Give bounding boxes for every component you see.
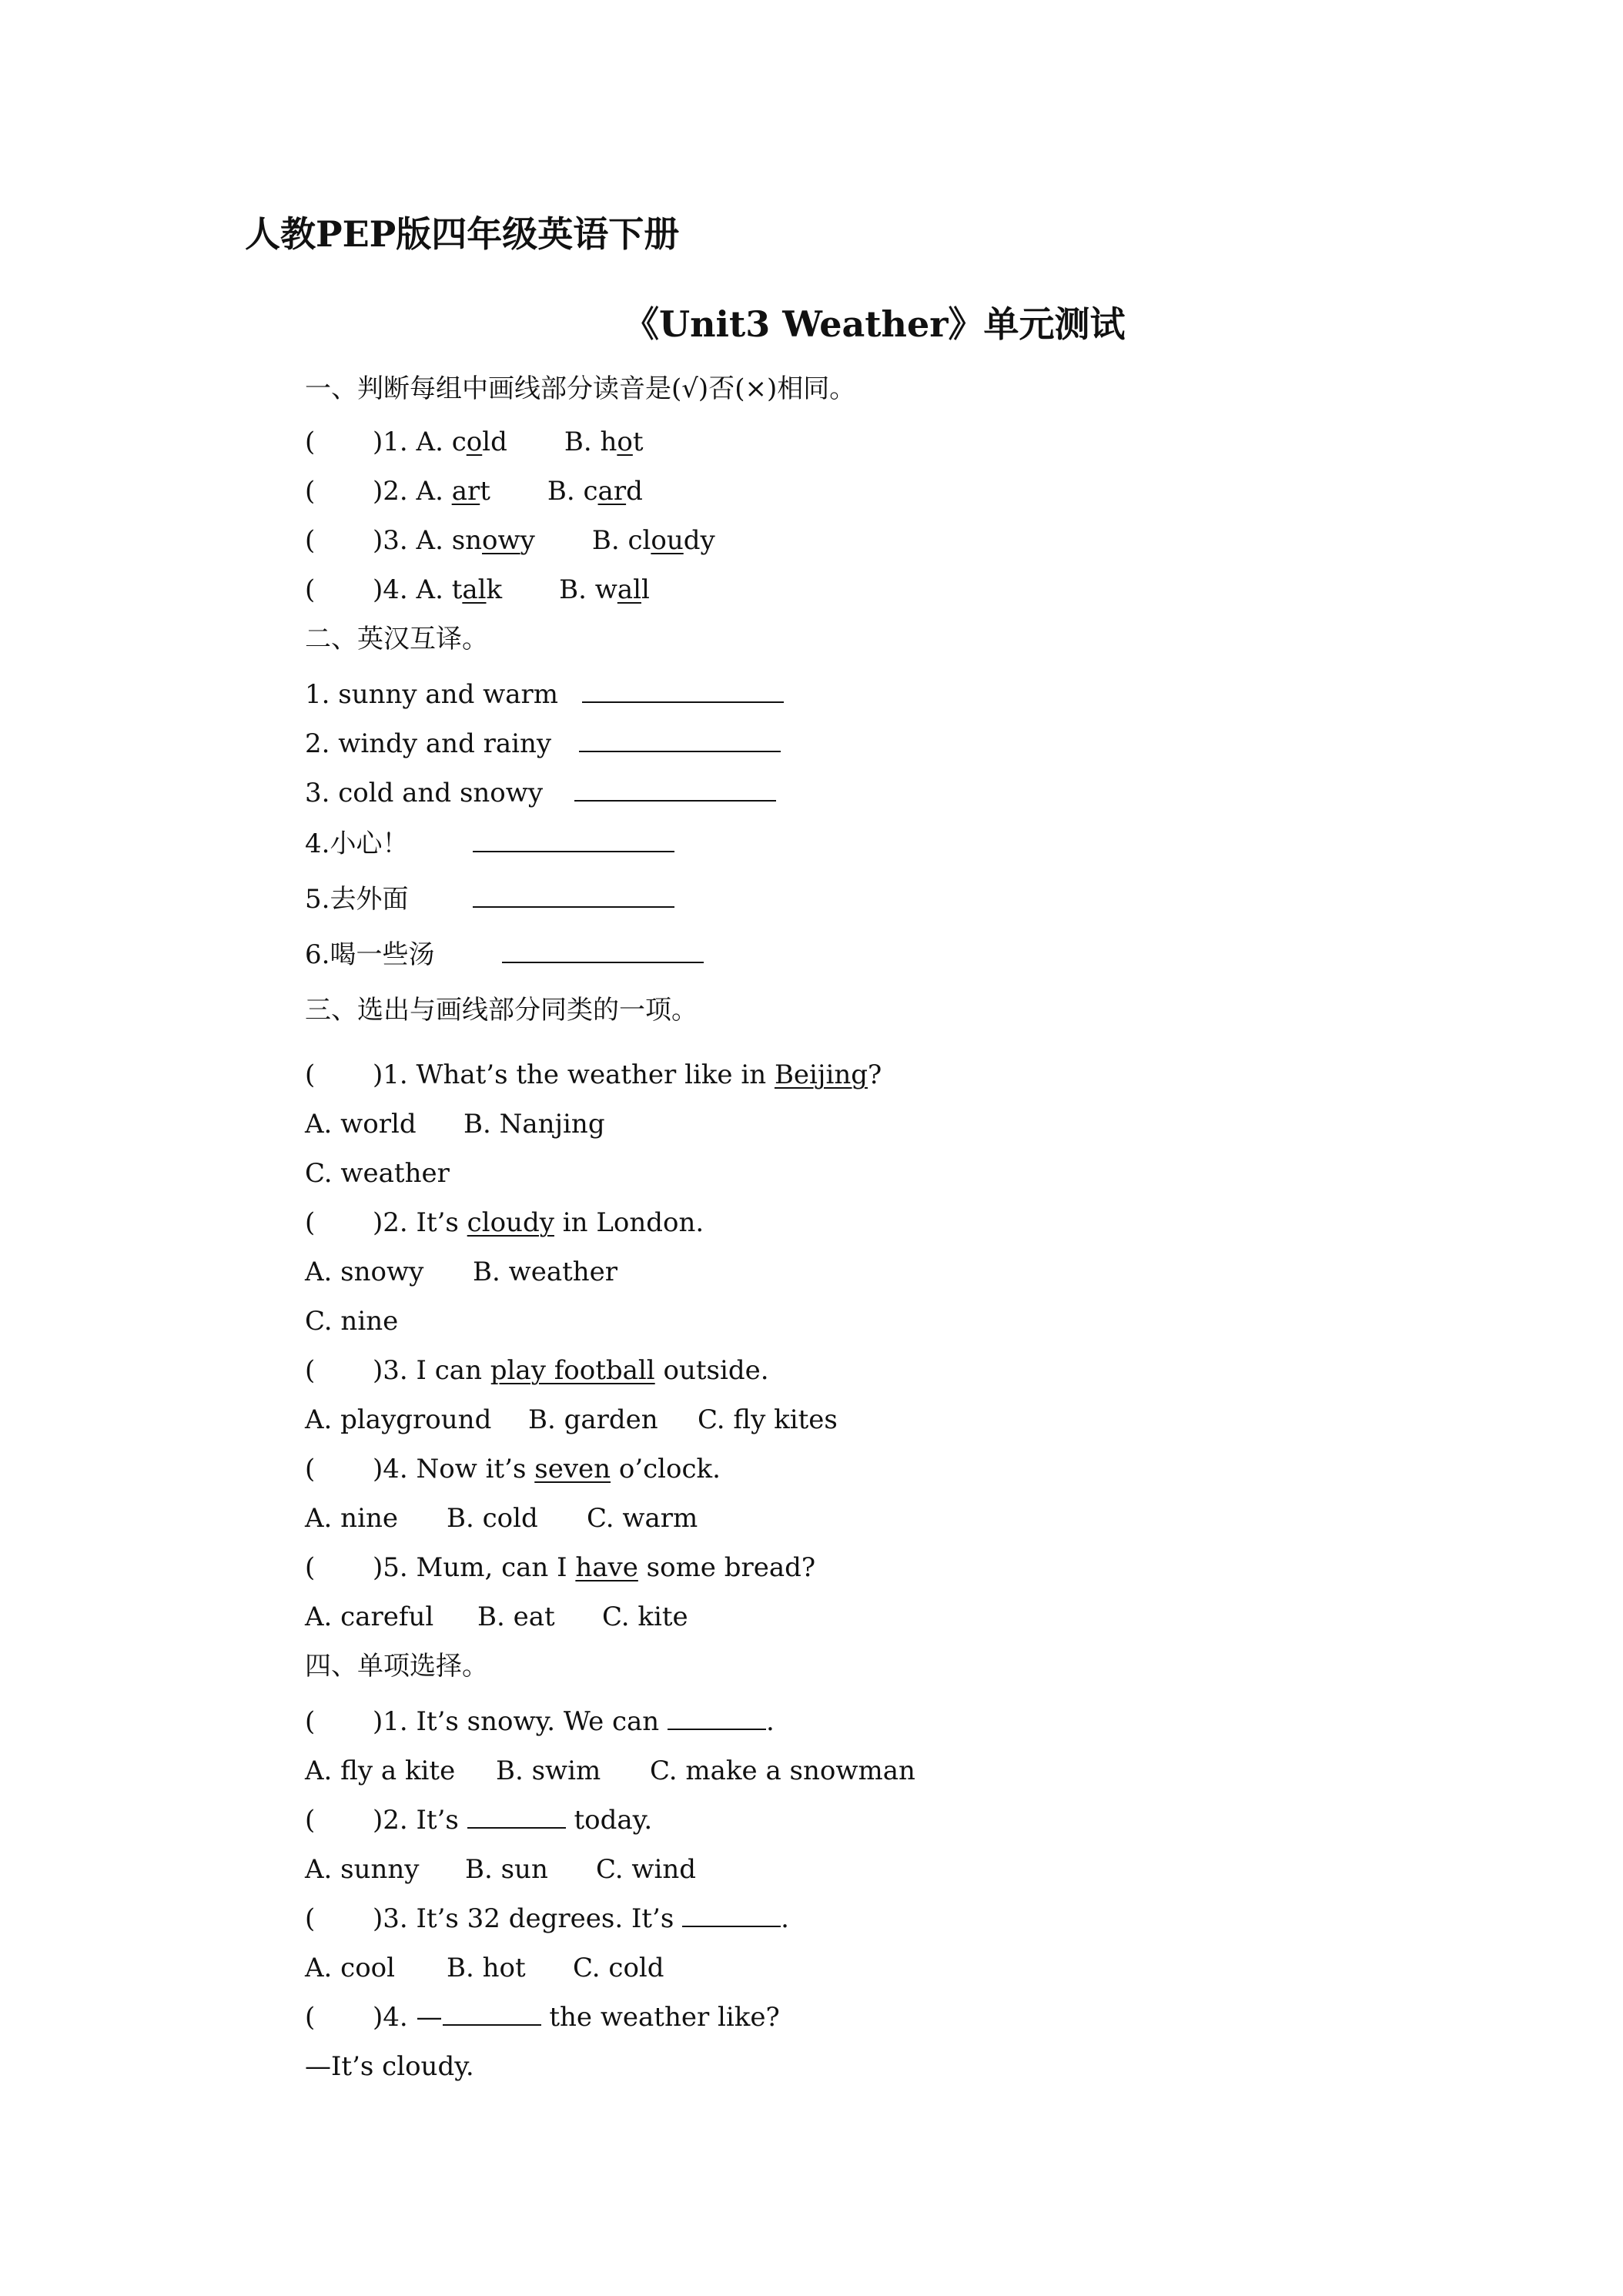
s3-q2-option-c: C. nine — [305, 1306, 399, 1337]
s3-question-2: ( )2. It’s cloudy in London. — [305, 1207, 704, 1238]
s3-q1-options: A. world B. Nanjing — [305, 1109, 605, 1140]
s4-q1-options: A. fly a kite B. swim C. make a snowman — [305, 1755, 915, 1786]
s3-q2-options: A. snowy B. weather — [305, 1257, 618, 1287]
document-title: 人教PEP版四年级英语下册 — [245, 213, 680, 255]
s4-q2-options: A. sunny B. sun C. wind — [305, 1854, 697, 1885]
s3-q1-option-c: C. weather — [305, 1158, 450, 1189]
s3-q3-options: A. playground B. garden C. fly kites — [305, 1404, 838, 1435]
answer-blank[interactable] — [668, 1707, 766, 1730]
s3-q4-options: A. nine B. cold C. warm — [305, 1503, 698, 1534]
s2-item-2: 2. windy and rainy — [305, 728, 781, 759]
s4-question-4: ( )4. — the weather like? — [305, 2002, 780, 2033]
s2-item-6: 6.喝一些汤 — [305, 939, 704, 970]
answer-blank[interactable] — [574, 778, 776, 802]
s4-question-3: ( )3. It’s 32 degrees. It’s . — [305, 1903, 789, 1934]
section4-heading: 四、单项选择。 — [305, 1651, 488, 1682]
s1-question-3: ( )3. A. snowy B. cloudy — [305, 525, 715, 556]
s2-item-5: 5.去外面 — [305, 884, 674, 915]
answer-blank[interactable] — [473, 829, 674, 852]
answer-blank[interactable] — [682, 1904, 781, 1927]
s1-question-4: ( )4. A. talk B. wall — [305, 574, 650, 605]
s4-q4-answer: —It’s cloudy. — [305, 2051, 474, 2082]
s4-question-2: ( )2. It’s today. — [305, 1805, 653, 1836]
section1-heading: 一、判断每组中画线部分读音是(√)否(×)相同。 — [305, 373, 856, 404]
s3-question-5: ( )5. Mum, can I have some bread? — [305, 1552, 816, 1583]
s3-question-4: ( )4. Now it’s seven o’clock. — [305, 1454, 721, 1484]
answer-blank[interactable] — [502, 940, 704, 963]
answer-blank[interactable] — [473, 885, 674, 908]
s2-item-4: 4.小心！ — [305, 828, 674, 859]
s2-item-1: 1. sunny and warm — [305, 679, 784, 710]
s4-question-1: ( )1. It’s snowy. We can . — [305, 1706, 775, 1737]
section3-heading: 三、选出与画线部分同类的一项。 — [305, 995, 698, 1026]
answer-blank[interactable] — [443, 2003, 541, 2026]
section2-heading: 二、英汉互译。 — [305, 624, 488, 654]
s4-q3-options: A. cool B. hot C. cold — [305, 1953, 664, 1983]
s2-item-3: 3. cold and snowy — [305, 778, 776, 808]
answer-blank[interactable] — [579, 729, 781, 752]
s3-question-1: ( )1. What’s the weather like in Beijing? — [305, 1059, 882, 1090]
s3-question-3: ( )3. I can play football outside. — [305, 1355, 769, 1386]
s1-question-2: ( )2. A. art B. card — [305, 476, 643, 507]
s1-question-1: ( )1. A. cold B. hot — [305, 427, 644, 457]
document-subtitle: 《Unit3 Weather》单元测试 — [624, 303, 1126, 345]
answer-blank[interactable] — [467, 1806, 566, 1829]
s3-q5-options: A. careful B. eat C. kite — [305, 1602, 688, 1632]
answer-blank[interactable] — [582, 680, 784, 703]
